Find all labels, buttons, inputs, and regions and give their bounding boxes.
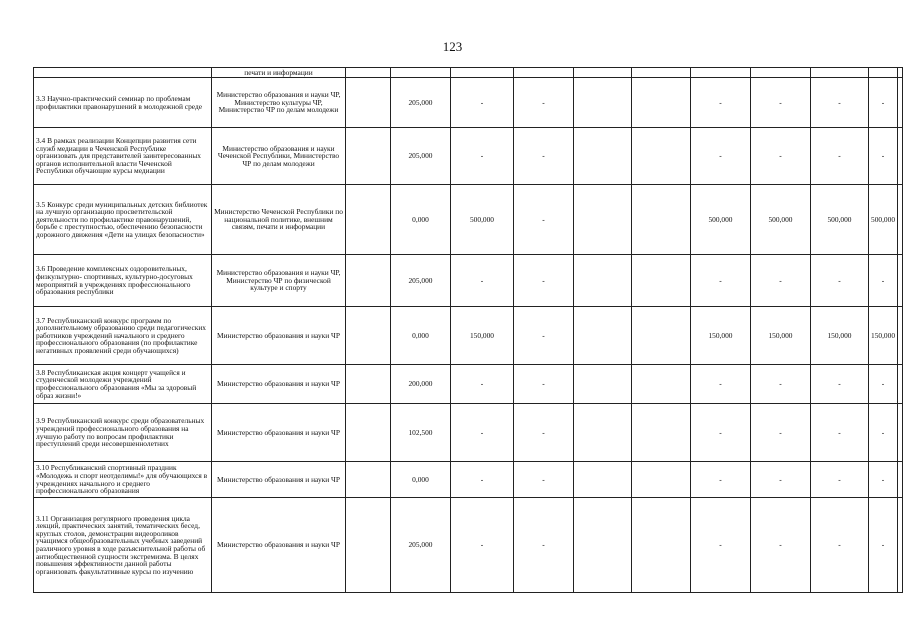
value-cell: 150,000 (811, 307, 869, 365)
value-cell: - (811, 365, 869, 404)
value-cell: - (514, 404, 574, 462)
value-cell: 150,000 (451, 307, 514, 365)
value-cell: 150,000 (691, 307, 751, 365)
blank-cell (346, 404, 391, 462)
value-cell: 0,000 (391, 462, 451, 498)
value-cell (574, 185, 632, 255)
value-cell: - (451, 128, 514, 185)
value-cell (632, 128, 691, 185)
value-cell: 500,000 (451, 185, 514, 255)
value-cell (574, 255, 632, 307)
value-cell: - (514, 498, 574, 593)
table-row (34, 255, 903, 307)
executor-cell: Министерство образования и науки Чеченской Республики, Министерство ЧР по делам молодежи (212, 128, 346, 185)
value-cell (574, 365, 632, 404)
value-cell: - (514, 78, 574, 128)
value-cell: - (514, 185, 574, 255)
value-cell: 0,000 (391, 307, 451, 365)
executor-cell: Министерство образования и науки ЧР, Министерство культуры ЧР, Министерство ЧР по делам молодежи (212, 78, 346, 128)
executor-cell: Министерство образования и науки ЧР (212, 404, 346, 462)
value-cell: - (691, 498, 751, 593)
value-cell: - (751, 498, 811, 593)
value-cell: 500,000 (869, 185, 898, 255)
value-cell: - (514, 307, 574, 365)
value-cell: - (751, 78, 811, 128)
value-cell (574, 462, 632, 498)
value-cell: - (691, 78, 751, 128)
value-cell (632, 68, 691, 78)
value-cell: 205,000 (391, 128, 451, 185)
value-cell (632, 255, 691, 307)
value-cell (574, 68, 632, 78)
table-row (34, 307, 903, 365)
value-cell (898, 462, 903, 498)
value-cell: - (451, 404, 514, 462)
value-cell (632, 307, 691, 365)
value-cell: - (514, 255, 574, 307)
blank-cell (346, 128, 391, 185)
page-number: 123 (442, 39, 463, 54)
executor-cell: Министерство Чеченской Республики по национальной политике, внешним связям, печати и информации (212, 185, 346, 255)
value-cell (751, 68, 811, 78)
measure-name-cell: 3.3 Научно-практический семинар по проблемам профилактики правонарушений в молодежной среде (34, 78, 212, 128)
table-row (34, 498, 903, 593)
value-cell: - (811, 128, 869, 185)
value-cell: 150,000 (869, 307, 898, 365)
value-cell (811, 68, 869, 78)
value-cell (898, 68, 903, 78)
value-cell (451, 68, 514, 78)
executor-cell: Министерство образования и науки ЧР, Министерство ЧР по физической культуре и спорту (212, 255, 346, 307)
blank-cell (346, 68, 391, 78)
measure-name-cell: 3.11 Организация регулярного проведения цикла лекций, практических занятий, тематических бесед, круглых столов, демонстрации видеороликов учащимся общеобразовательных учебных заведений различного уровня в ходе разъяснительной работы об антиобщественной сущности экстремизма. В целях повышения эффективности данной работы организовать факультативные курсы по изучению (34, 498, 212, 593)
value-cell (632, 78, 691, 128)
value-cell (898, 365, 903, 404)
value-cell: - (514, 462, 574, 498)
value-cell (632, 404, 691, 462)
table-row (34, 78, 903, 128)
value-cell (898, 78, 903, 128)
blank-cell (346, 498, 391, 593)
value-cell: - (691, 255, 751, 307)
value-cell: - (811, 404, 869, 462)
value-cell (898, 404, 903, 462)
blank-cell (346, 255, 391, 307)
table-row (34, 128, 903, 185)
value-cell: 200,000 (391, 365, 451, 404)
measure-name-cell: 3.8 Республиканская акция концерт учащейся и студенческой молодежи учреждений профессионального образования «Мы за здоровый образ жизни!» (34, 365, 212, 404)
value-cell: - (811, 78, 869, 128)
value-cell: 500,000 (691, 185, 751, 255)
measure-name-cell: 3.10 Республиканский спортивный праздник «Молодежь и спорт неотделимы!» для обучающихся в учреждениях начального и среднего профессионального образования (34, 462, 212, 498)
value-cell: - (451, 365, 514, 404)
table-row (34, 185, 903, 255)
value-cell (574, 307, 632, 365)
executor-cell: печати и информации (212, 68, 346, 78)
value-cell (574, 78, 632, 128)
table-row (34, 404, 903, 462)
value-cell: - (691, 404, 751, 462)
value-cell: 102,500 (391, 404, 451, 462)
measure-name-cell: 3.6 Проведение комплексных оздоровительных, физкультурно- спортивных, культурно-досуговых мероприятий в учреждениях профессионального образования республики (34, 255, 212, 307)
value-cell: - (869, 78, 898, 128)
value-cell: - (751, 365, 811, 404)
value-cell: - (751, 462, 811, 498)
measure-name-cell: 3.4 В рамках реализации Концепции развития сети служб медиации в Чеченской Республике организовать для представителей заинтересованных органов исполнительной власти Чеченской Республики обучающие курсы медиации (34, 128, 212, 185)
value-cell: 205,000 (391, 255, 451, 307)
program-table (33, 67, 903, 593)
executor-cell: Министерство образования и науки ЧР (212, 307, 346, 365)
value-cell: - (811, 462, 869, 498)
value-cell: - (751, 128, 811, 185)
value-cell (574, 128, 632, 185)
blank-cell (346, 78, 391, 128)
blank-cell (346, 307, 391, 365)
table-row (34, 462, 903, 498)
value-cell: 0,000 (391, 185, 451, 255)
value-cell: 500,000 (811, 185, 869, 255)
value-cell (574, 404, 632, 462)
value-cell (691, 68, 751, 78)
table-row (34, 68, 903, 78)
executor-cell: Министерство образования и науки ЧР (212, 365, 346, 404)
value-cell (574, 498, 632, 593)
value-cell (898, 498, 903, 593)
value-cell: - (751, 255, 811, 307)
value-cell (632, 498, 691, 593)
executor-cell: Министерство образования и науки ЧР (212, 462, 346, 498)
measure-name-cell (34, 68, 212, 78)
value-cell (632, 365, 691, 404)
value-cell: - (451, 78, 514, 128)
value-cell: 205,000 (391, 78, 451, 128)
value-cell: - (869, 404, 898, 462)
value-cell: 205,000 (391, 498, 451, 593)
value-cell (632, 185, 691, 255)
value-cell (514, 68, 574, 78)
value-cell: - (811, 255, 869, 307)
blank-cell (346, 462, 391, 498)
value-cell: - (869, 128, 898, 185)
value-cell: - (811, 498, 869, 593)
table-body (34, 68, 903, 593)
value-cell: - (514, 365, 574, 404)
value-cell: - (451, 498, 514, 593)
value-cell: - (751, 404, 811, 462)
value-cell: - (451, 462, 514, 498)
value-cell: - (869, 365, 898, 404)
value-cell: - (869, 462, 898, 498)
value-cell: - (869, 498, 898, 593)
value-cell: - (691, 365, 751, 404)
value-cell (391, 68, 451, 78)
measure-name-cell: 3.5 Конкурс среди муниципальных детских библиотек на лучшую организацию просветительской деятельности по профилактике правонарушений, борьбе с преступностью, обеспечению безопасности дорожного движения «Дети на улицах безопасности» (34, 185, 212, 255)
measure-name-cell: 3.9 Республиканский конкурс среди образовательных учреждений профессионального образования на лучшую работу по вопросам профилактики преступлений среди несовершеннолетних (34, 404, 212, 462)
value-cell (898, 185, 903, 255)
table-row (34, 365, 903, 404)
value-cell: - (451, 255, 514, 307)
blank-cell (346, 365, 391, 404)
value-cell: - (691, 462, 751, 498)
value-cell: 150,000 (751, 307, 811, 365)
executor-cell: Министерство образования и науки ЧР (212, 498, 346, 593)
value-cell (898, 307, 903, 365)
measure-name-cell: 3.7 Республиканский конкурс программ по дополнительному образованию среди педагогических работников учреждений начального и среднего профессионального образования (по профилактике негативных проявлений среди обучающихся) (34, 307, 212, 365)
value-cell (869, 68, 898, 78)
value-cell (898, 128, 903, 185)
value-cell (632, 462, 691, 498)
value-cell: 500,000 (751, 185, 811, 255)
value-cell (898, 255, 903, 307)
value-cell: - (691, 128, 751, 185)
value-cell: - (514, 128, 574, 185)
value-cell: - (869, 255, 898, 307)
blank-cell (346, 185, 391, 255)
